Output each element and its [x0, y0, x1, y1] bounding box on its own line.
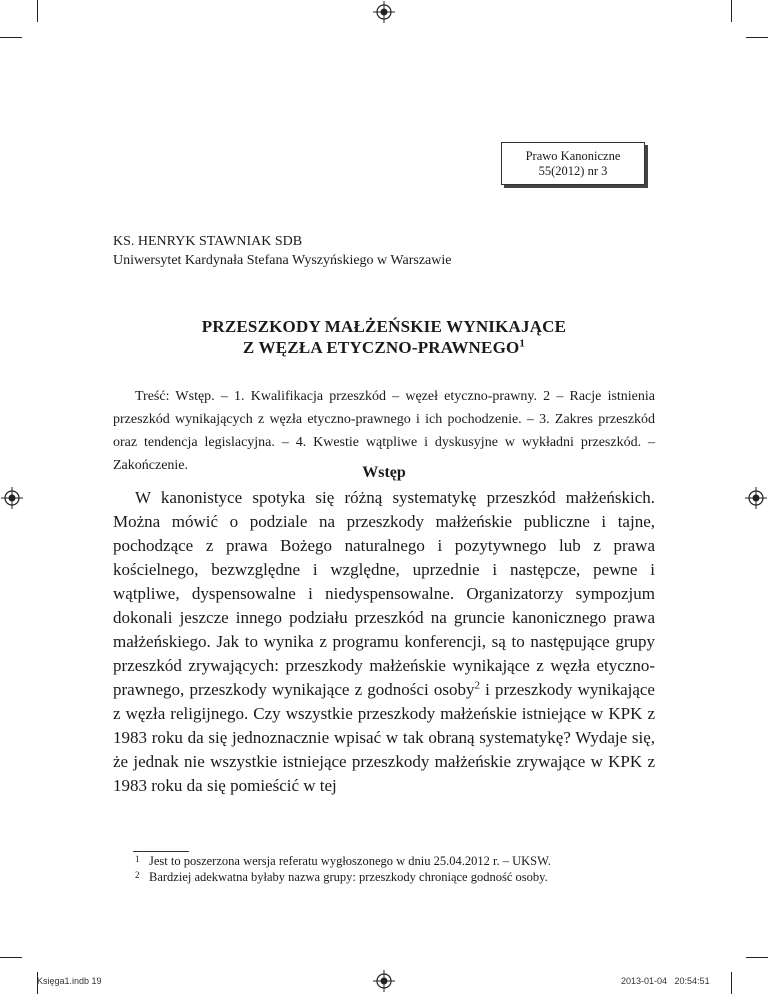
footnote: [135, 869, 655, 885]
title-line-2: Z WĘZŁA ETYCZNO-PRAWNEGO: [242, 338, 520, 357]
footnote: [135, 853, 655, 869]
crop-mark: [746, 957, 768, 958]
registration-mark-icon: [373, 970, 395, 992]
crop-mark: [746, 37, 768, 38]
body-paragraph: [113, 486, 655, 798]
crop-mark: [731, 972, 732, 994]
footnote-text: Jest to poszerzona wersja referatu wygłoszonego w dniu 25.04.2012 r. – UKSW.: [149, 854, 551, 868]
journal-name: Prawo Kanoniczne: [525, 149, 621, 163]
body-text: W kanonistyce spotyka się różną systematykę przeszkód małżeńskich. Można mówić o podziale na przeszkody małżeńskie publiczne i tajne, pochodzące z prawa Bożego naturalnego i pozytywnego lub z prawa kościelnego, bezwzględne i względne, uprzednie i następcze, pewne i wątpliwe, dyspensowalne i niedyspensowalne. Organizatorzy sympozjum dokonali jeszcze innego podziału przeszkód na gruncie kanonicznego prawa małżeńskiego. Jak to wynika z programu konferencji, są to następujące grupy przeszkód zrywających: przeszkody małżeńskie wynikające z węzła etyczno-prawnego, przeszkody wynikające z godności osoby: [113, 488, 655, 699]
crop-mark: [731, 0, 732, 22]
footnote-number: 1: [135, 854, 140, 864]
footnote-ref: 1: [519, 337, 526, 350]
footnote-ref: 2: [474, 679, 480, 692]
registration-mark-icon: [373, 1, 395, 23]
journal-issue: 55(2012) nr 3: [538, 164, 608, 178]
body-text: i przeszkody wynikające z węzła religijnego. Czy wszystkie przeszkody małżeńskie istniejące w KPK z 1983 roku da się jednoznacznie wpisać w tak obraną systematykę? Wydaje się, że jednak nie wszystkie istniejące przeszkody małżeńskie zrywające w KPK z 1983 roku da się pomieścić w tej: [113, 680, 655, 795]
crop-mark: [37, 0, 38, 22]
footnotes: [135, 853, 655, 885]
print-slug-file: Księga1.indb 19: [37, 976, 102, 986]
abstract: Treść: Wstęp. – 1. Kwalifikacja przeszkód – węzeł etyczno-prawny. 2 – Racje istnienia przeszkód wynikających z węzła etyczno-prawnego i ich pochodzenie. – 3. Zakres przeszkód oraz tendencja legislacyjna. – 4. Kwestie wątpliwe i dyskusyjne w wykładni przeszkód. – Zakończenie.: [113, 389, 655, 473]
registration-mark-icon: [1, 487, 23, 509]
crop-mark: [0, 37, 22, 38]
crop-mark: [0, 957, 22, 958]
author-block: [113, 232, 451, 270]
registration-mark-icon: [745, 487, 767, 509]
section-heading: Wstęp: [362, 464, 406, 481]
footnote-number: 2: [135, 870, 140, 880]
author-affiliation: Uniwersytet Kardynała Stefana Wyszyńskiego w Warszawie: [113, 253, 452, 268]
print-slug-timestamp: 2013-01-04 20:54:51: [621, 976, 710, 986]
footnote-text: Bardziej adekwatna byłaby nazwa grupy: przeszkody chroniące godność osoby.: [149, 870, 548, 884]
article-title: [113, 316, 655, 358]
title-line-1: PRZESZKODY MAŁŻEŃSKIE WYNIKAJĄCE: [201, 317, 567, 336]
journal-info-box: [501, 142, 645, 185]
author-name: KS. HENRYK STAWNIAK SDB: [113, 234, 303, 249]
